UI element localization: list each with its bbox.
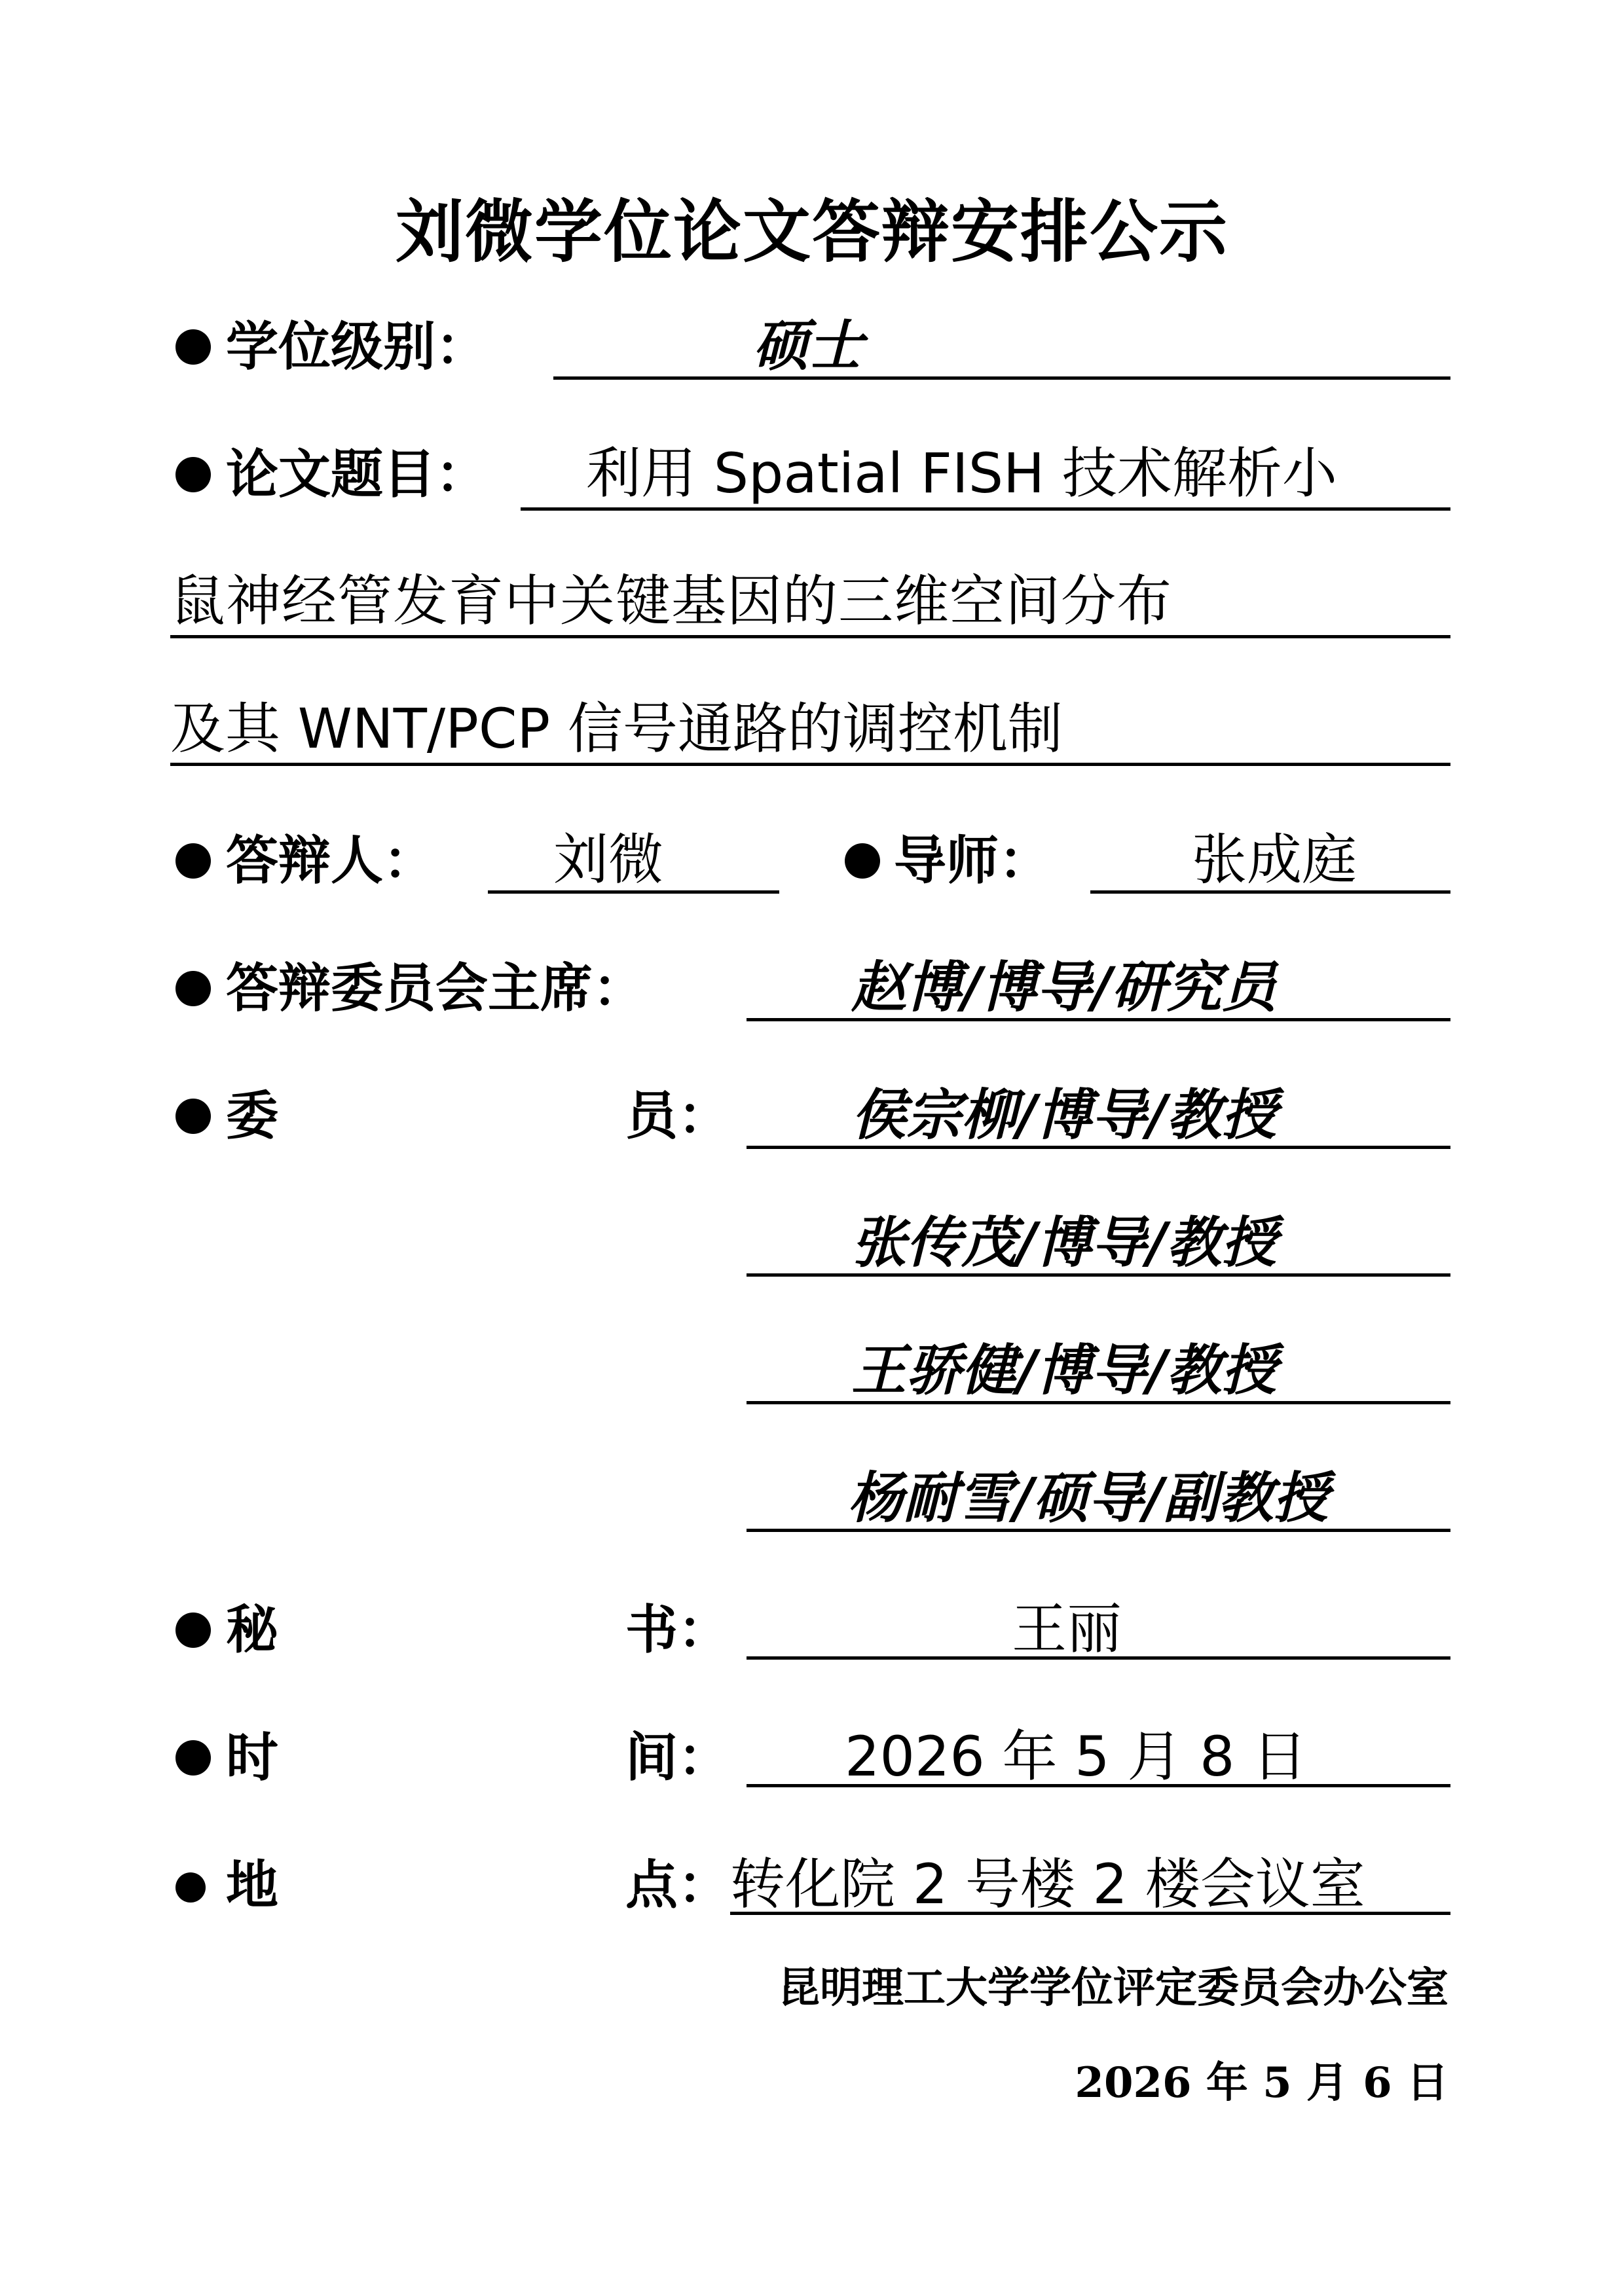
bullet-icon	[175, 329, 211, 365]
page-title: 刘微学位论文答辩安排公示	[395, 192, 1228, 272]
members-label-left: 委	[226, 1085, 278, 1146]
member-2-underline	[747, 1273, 1450, 1277]
thesis-title-line-3: 及其 WNT/PCP 信号通路的调控机制	[170, 697, 1063, 761]
defender-underline	[488, 890, 779, 894]
bullet-icon	[175, 1613, 211, 1648]
defender-value: 刘微	[553, 828, 664, 892]
thesis-underline-1	[521, 507, 1450, 511]
place-label-left: 地	[226, 1855, 278, 1916]
bullet-icon	[175, 1740, 211, 1776]
bullet-icon	[175, 843, 211, 879]
place-underline	[730, 1912, 1450, 1915]
secretary-label-left: 秘	[226, 1599, 278, 1660]
advisor-label: 导师：	[894, 830, 1051, 891]
time-label-left: 时	[226, 1727, 278, 1788]
issuing-office: 昆明理工大学学位评定委员会办公室	[778, 1963, 1449, 2013]
time-label-right: 间：	[625, 1727, 730, 1788]
member-1: 侯宗柳/博导/教授	[851, 1082, 1277, 1147]
thesis-title-line-1: 利用 Spatial FISH 技术解析小	[586, 441, 1337, 505]
secretary-underline	[747, 1656, 1450, 1660]
advisor-underline	[1090, 890, 1450, 894]
place-label-right: 点：	[625, 1855, 730, 1916]
degree-value: 硕士	[753, 313, 864, 378]
secretary-value: 王丽	[1012, 1597, 1122, 1661]
members-label-right: 员：	[625, 1085, 730, 1146]
member-1-underline	[747, 1146, 1450, 1149]
member-3-underline	[747, 1401, 1450, 1404]
time-underline	[747, 1784, 1450, 1787]
secretary-label-right: 书：	[625, 1599, 730, 1660]
thesis-label: 论文题目：	[226, 444, 488, 505]
thesis-underline-2	[170, 635, 1450, 638]
place-value: 转化院 2 号楼 2 楼会议室	[730, 1852, 1365, 1916]
bullet-icon	[175, 457, 211, 492]
bullet-icon	[175, 1872, 206, 1903]
time-value: 2026 年 5 月 8 日	[845, 1724, 1308, 1789]
thesis-title-line-2: 鼠神经管发育中关键基因的三维空间分布	[170, 569, 1173, 633]
defender-label: 答辩人：	[226, 830, 435, 891]
bullet-icon	[175, 971, 211, 1006]
chair-underline	[747, 1018, 1450, 1021]
bullet-icon	[175, 1099, 211, 1134]
bullet-icon	[845, 843, 880, 879]
thesis-underline-3	[170, 763, 1450, 766]
member-4-underline	[747, 1529, 1450, 1532]
chair-label: 答辩委员会主席：	[226, 958, 645, 1019]
issue-date: 2026 年 5 月 6 日	[1075, 2058, 1449, 2107]
member-4: 杨耐雪/硕导/副教授	[848, 1465, 1329, 1530]
degree-label: 学位级别：	[226, 316, 488, 377]
advisor-value: 张成庭	[1192, 828, 1357, 892]
chair-value: 赵博/博导/研究员	[851, 955, 1277, 1019]
member-3: 王骄健/博导/教授	[851, 1338, 1277, 1402]
degree-underline	[553, 376, 1450, 380]
member-2: 张传茂/博导/教授	[851, 1210, 1277, 1275]
